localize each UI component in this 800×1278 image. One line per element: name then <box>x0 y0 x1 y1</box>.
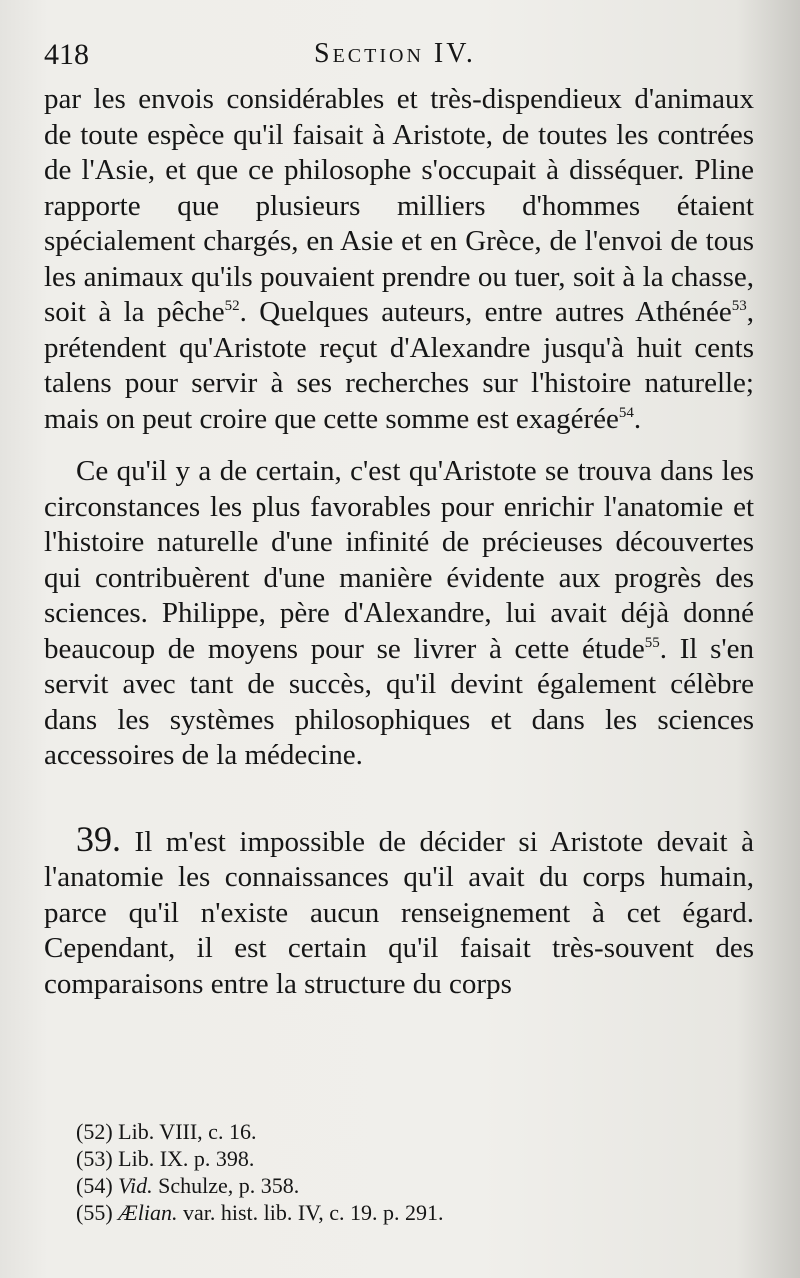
paragraph-3-text: Il m'est impossible de décider si Aristote devait à l'anatomie les connaissances qu'il avait du corps humain, parce qu'il n'existe aucun renseignement à cet égard. Cependant, il est certain qu'il faisait très-souvent des comparaisons entre la structure du corps <box>44 825 754 1000</box>
paragraph-1-text-d: . <box>633 402 642 435</box>
footnote-55 <box>76 1199 676 1226</box>
footnote-ref-53: 53 <box>731 298 747 314</box>
paragraph-number: 39. <box>76 818 121 859</box>
footnotes <box>76 1118 676 1226</box>
footnote-mark: (55) <box>76 1200 113 1225</box>
footnote-53 <box>76 1145 676 1172</box>
footnote-54 <box>76 1172 676 1199</box>
paragraph-2-text-b: . Il s'en servit avec tant de succès, qu'il devint également célèbre dans les systèmes philosophiques et dans les sciences accessoires de la médecine. <box>44 632 754 771</box>
footnote-mark: (52) <box>76 1119 113 1144</box>
running-head <box>44 38 784 78</box>
footnote-mark: (53) <box>76 1146 113 1171</box>
paragraph-2-text-a: Ce qu'il y a de certain, c'est qu'Aristote se trouva dans les circonstances les plus favorables pour enrichir l'anatomie et l'histoire naturelle d'une infinité de précieuses découvertes qui contribuèrent d'une manière évidente aux progrès des sciences. Philippe, père d'Alexandre, lui avait déjà donné beaucoup de moyens pour se livrer à cette étude <box>44 455 754 665</box>
page-number: 418 <box>44 38 89 71</box>
footnote-52 <box>76 1118 676 1145</box>
footnote-ref-52: 52 <box>224 298 240 314</box>
footnote-mark: (54) <box>76 1173 113 1198</box>
paragraph-1-text-c: , prétendent qu'Aristote reçut d'Alexandre jusqu'à huit cents talens pour servir à ses recherches sur l'histoire naturelle; mais on peut croire que cette somme est exagérée <box>44 296 754 435</box>
paragraph-3 <box>44 818 754 1003</box>
paragraph-2 <box>44 454 754 774</box>
footnote-text: Schulze, p. 358. <box>158 1173 300 1198</box>
footnote-text: var. hist. lib. IV, c. 19. p. 291. <box>182 1200 444 1225</box>
paragraph-1-text-a: par les envois considérables et très-dispendieux d'animaux de toute espèce qu'il faisait à Aristote, de toutes les contrées de l'Asie, et que ce philosophe s'occupait à disséquer. Pline rapporte que plusieurs milliers d'hommes étaient spécialement chargés, en Asie et en Grèce, de l'envoi de tous les animaux qu'ils pouvaient prendre ou tuer, soit à la chasse, soit à la pêche <box>44 83 754 328</box>
footnote-work: Vid. <box>118 1173 153 1198</box>
footnote-ref-54: 54 <box>618 404 634 421</box>
footnote-ref-55: 55 <box>644 634 660 651</box>
footnote-text: Lib. VIII, c. 16. <box>118 1119 257 1144</box>
body-text <box>44 82 754 1002</box>
footnote-work: Ælian. <box>118 1200 178 1225</box>
paragraph-1-text-b: . Quelques auteurs, entre autres Athénée <box>239 296 732 328</box>
footnote-text: Lib. IX. p. 398. <box>118 1146 255 1171</box>
paragraph-1 <box>44 82 754 437</box>
section-title: Section IV. <box>314 38 476 69</box>
